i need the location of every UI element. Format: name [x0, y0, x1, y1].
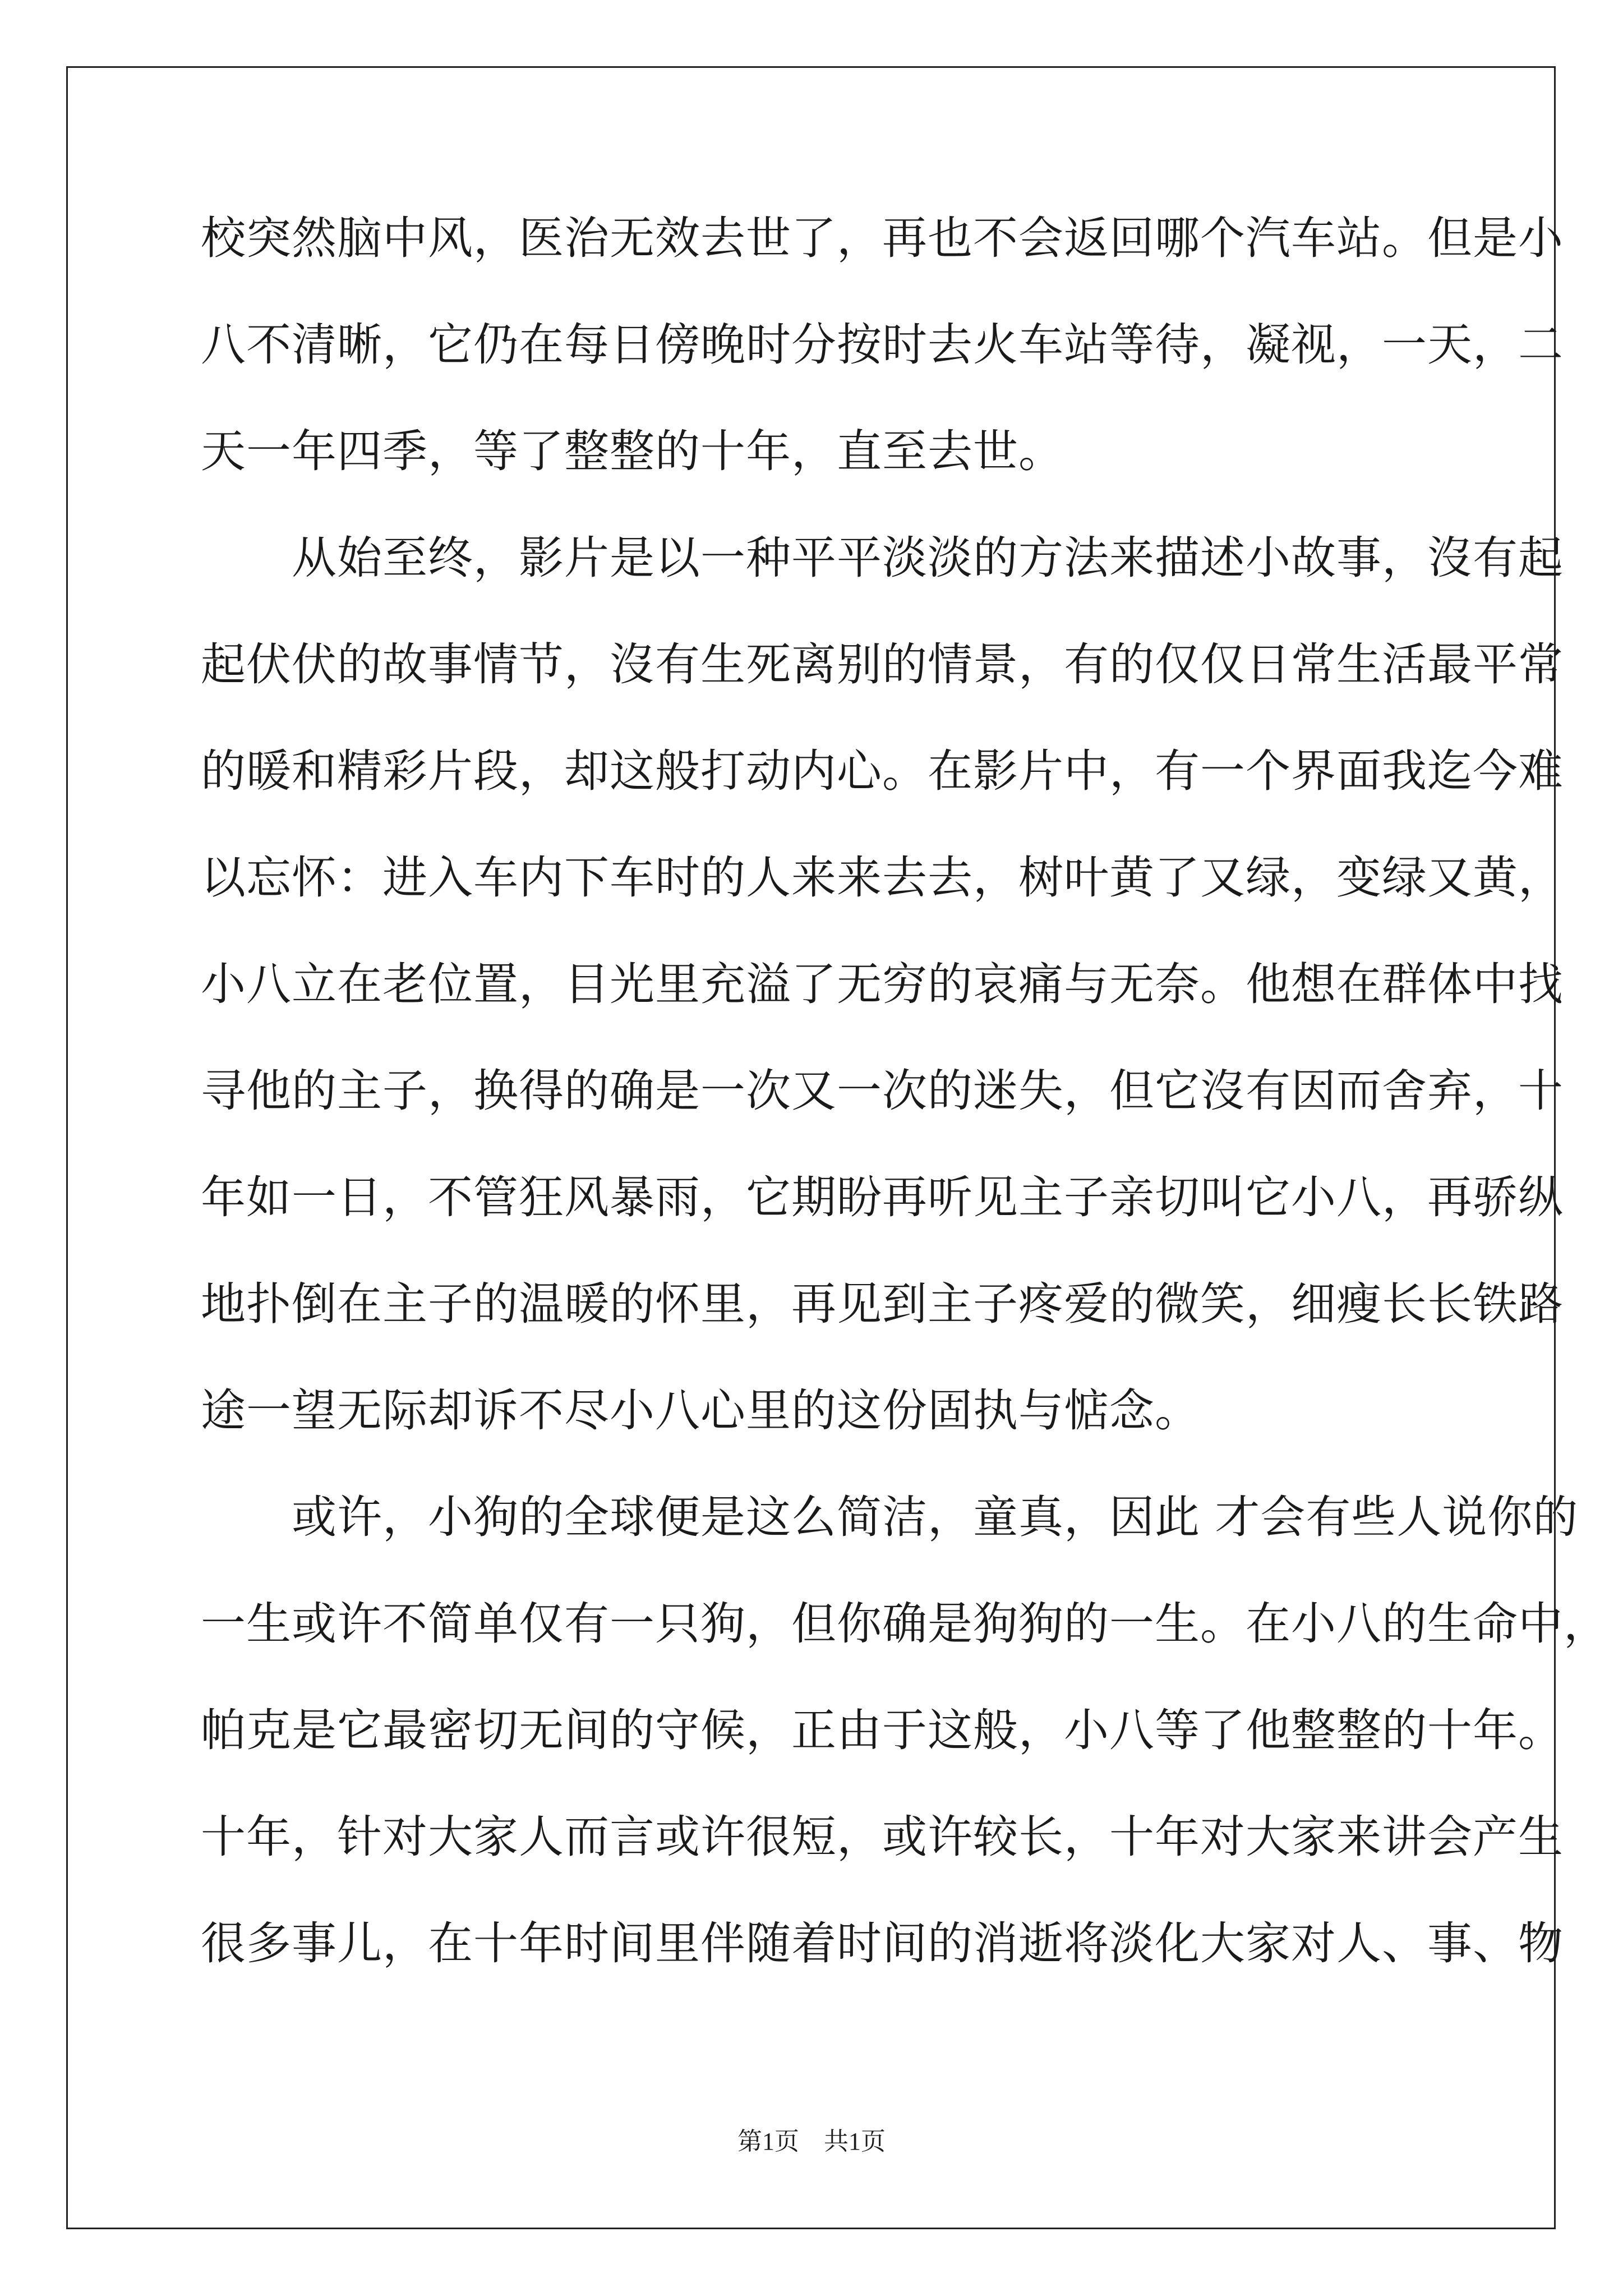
text-line: 从始至终，影片是以一种平平淡淡的方法来描述小故事，沒有起	[201, 532, 1564, 584]
text-line: 地扑倒在主子的温暖的怀里，再见到主子疼爱的微笑，细瘦长长铁路	[201, 1278, 1564, 1330]
text-line: 年如一日，不管狂风暴雨，它期盼再听见主子亲切叫它小八，再骄纵	[201, 1171, 1564, 1223]
text-line: 八不清晰，它仍在每日傍晚时分按时去火车站等待，凝视，一天，二	[201, 319, 1564, 371]
text-line: 的暖和精彩片段，却这般打动内心。在影片中，有一个界面我迄今难	[201, 745, 1564, 797]
text-line: 起伏伏的故事情节，沒有生死离别的情景，有的仅仅日常生活最平常	[201, 638, 1564, 691]
text-line: 十年，针对大家人而言或许很短，或许较长，十年对大家来讲会产生	[201, 1811, 1564, 1863]
text-line: 帕克是它最密切无间的守候，正由于这般，小八等了他整整的十年。	[201, 1704, 1564, 1756]
text-line: 途一望无际却诉不尽小八心里的这份固执与惦念。	[201, 1384, 1200, 1437]
text-line: 小八立在老位置，目光里充溢了无穷的哀痛与无奈。他想在群体中找	[201, 958, 1564, 1010]
document-body	[201, 208, 1609, 2019]
text-line: 校突然脑中风，医治无效去世了，再也不会返回哪个汽车站。但是小	[201, 212, 1564, 264]
text-line: 天一年四季，等了整整的十年，直至去世。	[201, 425, 1064, 477]
page-number-footer: 第1页 共1页	[737, 2128, 886, 2155]
text-line: 以忘怀：进入车内下车时的人来来去去，树叶黄了又绿，变绿又黄，	[201, 852, 1564, 904]
text-line: 或许，小狗的全球便是这么简洁，童真，因此 才会有些人说你的	[201, 1491, 1579, 1543]
text-line: 寻他的主子，换得的确是一次又一次的迷失，但它沒有因而舍弃，十	[201, 1065, 1564, 1117]
text-line: 一生或许不简单仅有一只狗，但你确是狗狗的一生。在小八的生命中，	[201, 1598, 1609, 1650]
text-line: 很多事儿，在十年时间里伴随着时间的消逝将淡化大家对人、事、物	[201, 1917, 1564, 1970]
